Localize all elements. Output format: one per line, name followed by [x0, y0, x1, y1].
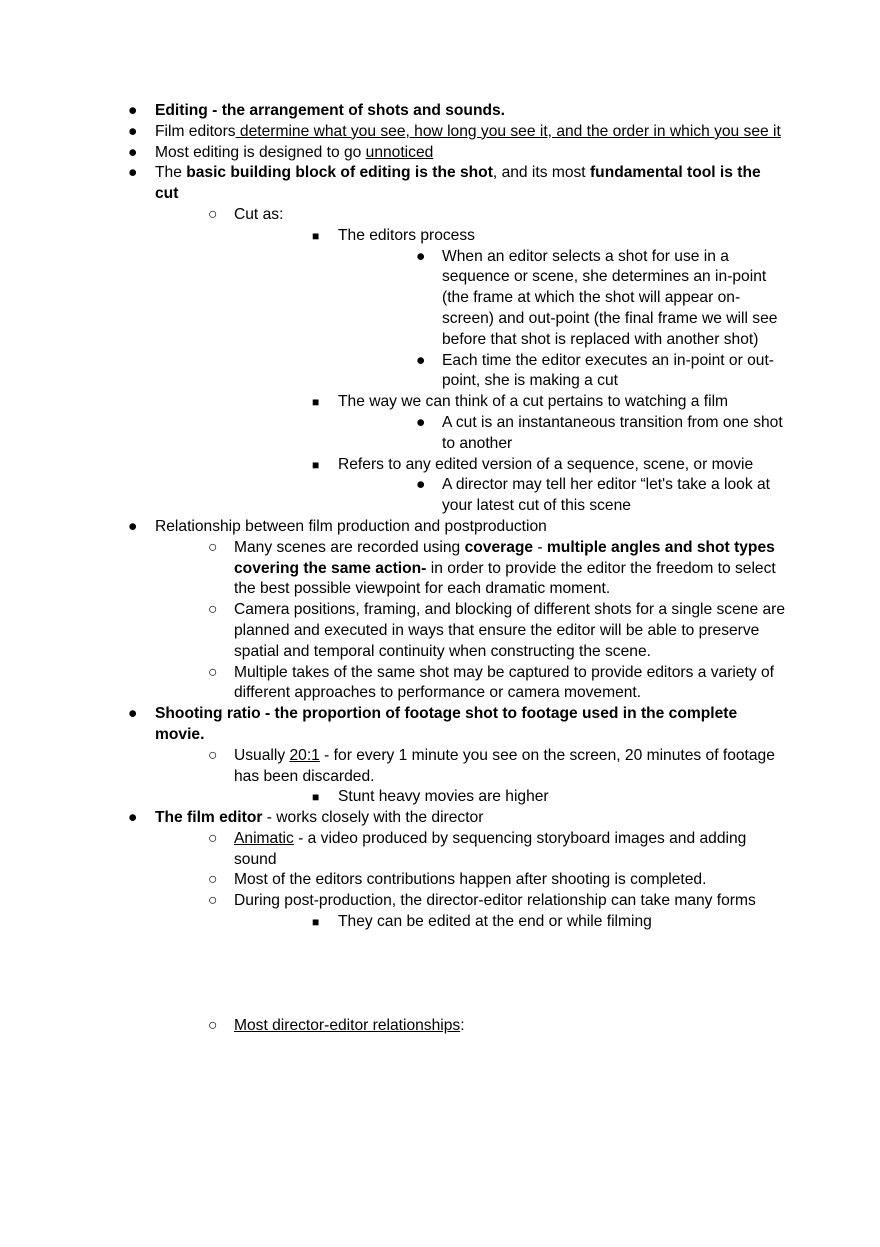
- list-item: [182, 870, 788, 891]
- editors-process-text: The editors process: [338, 226, 475, 244]
- director-tell-text: A director may tell her editor “let's take a look at your latest cut of this scene: [442, 476, 770, 515]
- film-editors-underlined: determine what you see, how long you see it, and the order in which you see it: [235, 122, 781, 140]
- way-we-think-text: The way we can think of a cut pertains to watching a film: [338, 393, 729, 411]
- bullet-list-level-2: [155, 205, 788, 517]
- circle-marker: ○: [208, 663, 218, 681]
- bullet-marker: ●: [128, 809, 138, 827]
- list-item: [128, 517, 788, 704]
- circle-marker: ○: [208, 601, 218, 619]
- each-time-text: Each time the editor executes an in-point or out-point, she is making a cut: [442, 351, 774, 390]
- coverage-definition: multiple angles and shot types covering the same action-: [234, 538, 775, 577]
- coverage-post: in order to provide the editor the freedom to select the best possible viewpoint for each dramatic moment.: [234, 559, 776, 598]
- bullet-list-level-3: [234, 787, 788, 808]
- square-marker: ■: [312, 790, 320, 805]
- instantaneous-text: A cut is an instantaneous transition from one shot to another: [442, 413, 783, 452]
- post-production-text: During post-production, the director-editor relationship can take many forms: [234, 892, 756, 910]
- list-item: [128, 122, 788, 143]
- bullet-marker: ●: [128, 102, 138, 119]
- bullet-marker: ●: [128, 143, 138, 161]
- list-item: [128, 101, 788, 122]
- film-editor-post: - works closely with the director: [262, 809, 484, 827]
- circle-marker: ○: [208, 746, 218, 764]
- circle-marker: ○: [208, 1016, 218, 1034]
- list-item: [286, 226, 788, 392]
- bullet-marker: ●: [128, 517, 138, 535]
- relationship-text: Relationship between film production and postproduction: [155, 517, 547, 535]
- most-director-editor-underlined: Most director-editor relationships: [234, 1016, 461, 1034]
- bullet-list-level-4: [338, 247, 788, 393]
- list-item: [128, 704, 788, 808]
- inpoint-text: When an editor selects a shot for use in a sequence or scene, she determines an in-point (the frame at which the shot will appear on-screen) and out-point (the final frame we will see before that shot is replaced with another shot): [442, 247, 778, 348]
- animatic-post: - a video produced by sequencing storyboard images and adding sound: [234, 829, 747, 868]
- usually-post: - for every 1 minute you see on the screen, 20 minutes of footage has been discarded.: [234, 746, 775, 785]
- list-item: [182, 746, 788, 808]
- coverage-term: coverage: [464, 538, 534, 556]
- list-item: [182, 663, 788, 705]
- basic-text-pre: The: [155, 164, 187, 182]
- usually-pre: Usually: [234, 746, 290, 764]
- list-item: [390, 475, 788, 517]
- circle-marker: ○: [208, 892, 218, 910]
- fundamental-tool: fundamental tool is the cut: [155, 164, 761, 203]
- list-item: [182, 1016, 788, 1037]
- list-item: [128, 808, 788, 1037]
- list-item: [286, 787, 788, 808]
- list-item: [128, 143, 788, 164]
- list-item: [390, 413, 788, 455]
- bullet-list-level-2: [155, 829, 788, 933]
- coverage-pre: Many scenes are recorded using: [234, 538, 465, 556]
- bullet-list-level-2: [155, 1016, 788, 1037]
- blank-space: [155, 933, 788, 1016]
- most-contributions-text: Most of the editors contributions happen after shooting is completed.: [234, 871, 707, 889]
- list-item: [390, 247, 788, 351]
- square-marker: ■: [312, 457, 320, 472]
- bullet-list-level-3: [234, 226, 788, 517]
- notes-outline: [128, 101, 788, 1037]
- bullet-list-level-1: [128, 101, 788, 1037]
- list-item: [182, 538, 788, 600]
- edited-end-text: They can be edited at the end or while filming: [338, 913, 652, 931]
- list-item: [182, 205, 788, 517]
- multiple-takes-text: Multiple takes of the same shot may be captured to provide editors a variety of different approaches to performance or camera movement.: [234, 663, 774, 702]
- unnoticed-underlined: unnoticed: [365, 143, 434, 161]
- circle-marker: ○: [208, 871, 218, 889]
- bullet-marker: ●: [416, 476, 426, 494]
- bullet-marker: ●: [128, 122, 138, 140]
- list-item: [286, 912, 788, 933]
- ratio-underlined: 20:1: [289, 746, 320, 764]
- shooting-ratio-definition: Shooting ratio - the proportion of footage shot to footage used in the complete movie.: [155, 705, 738, 743]
- animatic-term: Animatic: [234, 829, 294, 847]
- bullet-list-level-4: [338, 413, 788, 455]
- film-editors-text: Film editors: [155, 122, 236, 140]
- most-director-editor-colon: :: [460, 1016, 465, 1034]
- coverage-dash: -: [533, 538, 547, 556]
- list-item: [182, 891, 788, 933]
- bullet-marker: ●: [416, 247, 426, 265]
- camera-positions-text: Camera positions, framing, and blocking of different shots for a single scene are planned and executed in ways that ensure the editor will be able to preserve spatial and temporal continuity when constructing the scene.: [234, 601, 785, 660]
- list-item: [286, 455, 788, 517]
- square-marker: ■: [312, 228, 320, 243]
- bullet-marker: ●: [128, 164, 138, 182]
- circle-marker: ○: [208, 829, 218, 847]
- refers-text: Refers to any edited version of a sequence, scene, or movie: [338, 455, 754, 473]
- circle-marker: ○: [208, 205, 218, 223]
- bullet-marker: ●: [416, 413, 426, 431]
- circle-marker: ○: [208, 538, 218, 556]
- list-item: [182, 829, 788, 871]
- bullet-list-level-2: [155, 538, 788, 704]
- stunt-text: Stunt heavy movies are higher: [338, 788, 549, 806]
- cut-as-text: Cut as:: [234, 205, 284, 223]
- bullet-list-level-4: [338, 475, 788, 517]
- most-editing-text: Most editing is designed to go: [155, 143, 366, 161]
- list-item: [182, 600, 788, 662]
- bullet-marker: ●: [416, 351, 426, 369]
- basic-text-mid: , and its most: [492, 164, 590, 182]
- list-item: [128, 163, 788, 517]
- bullet-list-level-2: [155, 746, 788, 808]
- square-marker: ■: [312, 395, 320, 410]
- film-editor-term: The film editor: [155, 809, 263, 827]
- editing-definition: Editing - the arrangement of shots and sounds.: [155, 102, 506, 119]
- list-item: [286, 392, 788, 454]
- square-marker: ■: [312, 915, 320, 930]
- bullet-marker: ●: [128, 705, 138, 723]
- basic-building-block: basic building block of editing is the shot: [186, 164, 493, 182]
- list-item: [390, 351, 788, 393]
- bullet-list-level-3: [234, 912, 788, 933]
